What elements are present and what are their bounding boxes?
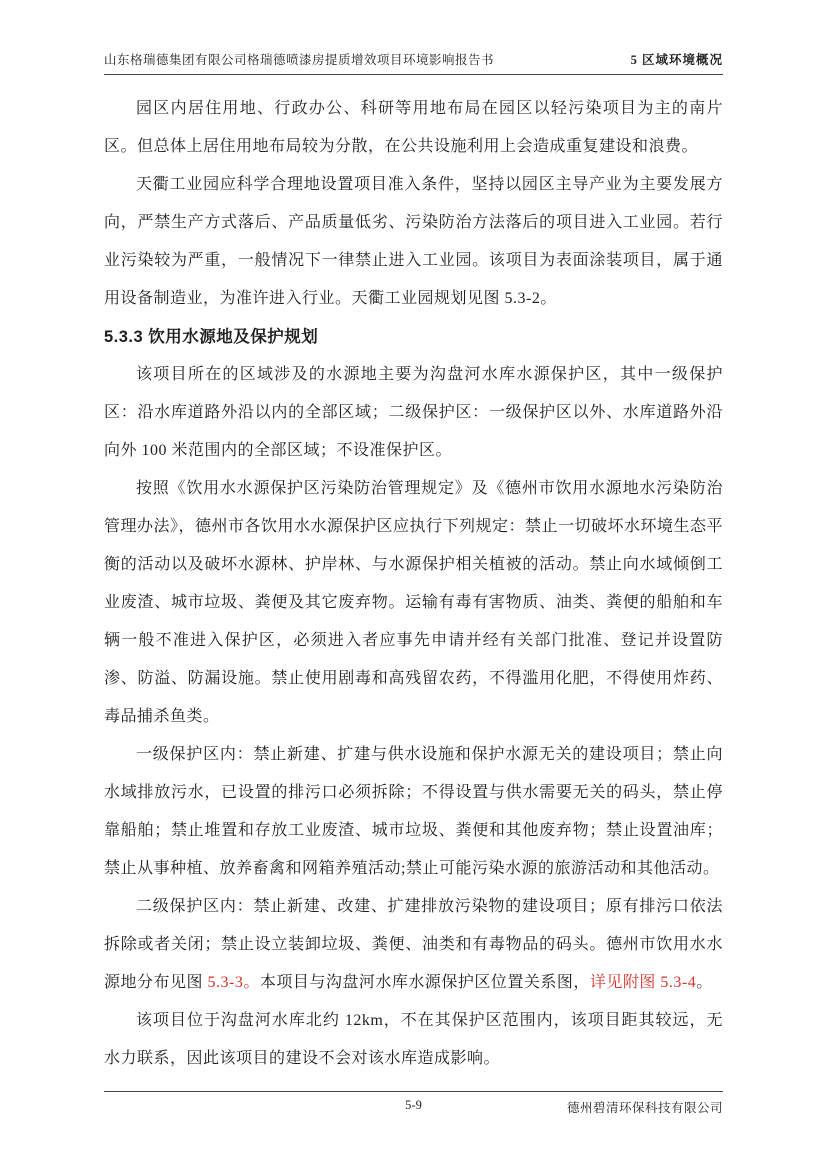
paragraph-industrial-park-access: 天衢工业园应科学合理地设置项目准入条件，坚持以园区主导产业为主要发展方向，严禁生产方式落后、产品质量低劣、污染防治方法落后的项目进入工业园。若行业污染较为严重，一般情况下一律禁止进入工业园。该项目为表面涂装项目，属于通用设备制造业，为准许进入行业。天衢工业园规划见图 5.3-2。 [104, 176, 723, 307]
paragraph-landuse-layout: 园区内居住用地、行政办公、科研等用地布局在园区以轻污染项目为主的南片区。但总体上居住用地布局较为分散，在公共设施利用上会造成重复建设和浪费。 [104, 100, 723, 155]
level2-text-end: 。 [696, 974, 713, 991]
paragraph-level1-protection-rules: 一级保护区内：禁止新建、扩建与供水设施和保护水源无关的建设项目；禁止向水域排放污水，已设置的排污口必须拆除；不得设置与供水需要无关的码头，禁止停靠船舶；禁止堆置和存放工业废渣、城市垃圾、粪便和其他废弃物；禁止设置油库；禁止从事种植、放养畜禽和网箱养殖活动;禁止可能污染水源的旅游活动和其他活动。 [104, 746, 723, 877]
page-footer [104, 1091, 723, 1122]
header-chapter-label: 5 区域环境概况 [630, 53, 723, 67]
section-heading-5-3-3: 5.3.3 饮用水源地及保护规划 [104, 328, 319, 346]
footer-company-name: 德州碧清环保科技有限公司 [566, 1101, 723, 1115]
level2-text-middle: 本项目与沟盘河水库水源保护区位置关系图， [259, 974, 590, 991]
paragraph-protection-regulations: 按照《饮用水水源保护区污染防治管理规定》及《德州市饮用水源地水污染防治管理办法》，德州市各饮用水水源保护区应执行下列规定：禁止一切破坏水环境生态平衡的活动以及破坏水源林、护岸林、与水源保护相关植被的活动。禁止向水域倾倒工业废渣、城市垃圾、粪便及其它废弃物。运输有毒有害物质、油类、粪便的船舶和车辆一般不准进入保护区，必须进入者应事先申请并经有关部门批准、登记并设置防渗、防溢、防漏设施。禁止使用剧毒和高残留农药，不得滥用化肥，不得使用炸药、毒品捕杀鱼类。 [104, 480, 724, 725]
figure-ref-5-3-4: 详见附图 5.3-4 [589, 974, 697, 991]
page-number: 5-9 [405, 1098, 422, 1112]
level2-text-lead: 二级保护区内：禁止新建、改建、扩建排放污染物的建设项目；原有排污口依法拆除或者关闭；禁止设立装卸垃圾、粪便、油类和有毒物品的码头。德州市饮用水水源地分布见图 [104, 898, 723, 991]
page-header [104, 50, 723, 75]
header-document-title: 山东格瑞德集团有限公司格瑞德喷漆房提质增效项目环境影响报告书 [104, 53, 495, 67]
figure-ref-5-3-3: 5.3-3。 [207, 974, 260, 991]
paragraph-water-source-zones: 该项目所在的区域涉及的水源地主要为沟盘河水库水源保护区，其中一级保护区：沿水库道路外沿以内的全部区域；二级保护区：一级保护区以外、水库道路外沿向外 100 米范围内的全部区域；不设准保护区。 [104, 366, 723, 459]
paragraph-level2-protection-rules [104, 888, 723, 1002]
document-body [104, 90, 723, 1078]
paragraph-conclusion: 该项目位于沟盘河水库北约 12km，不在其保护区范围内，该项目距其较远，无水力联系，因此该项目的建设不会对该水库造成影响。 [104, 1012, 723, 1067]
